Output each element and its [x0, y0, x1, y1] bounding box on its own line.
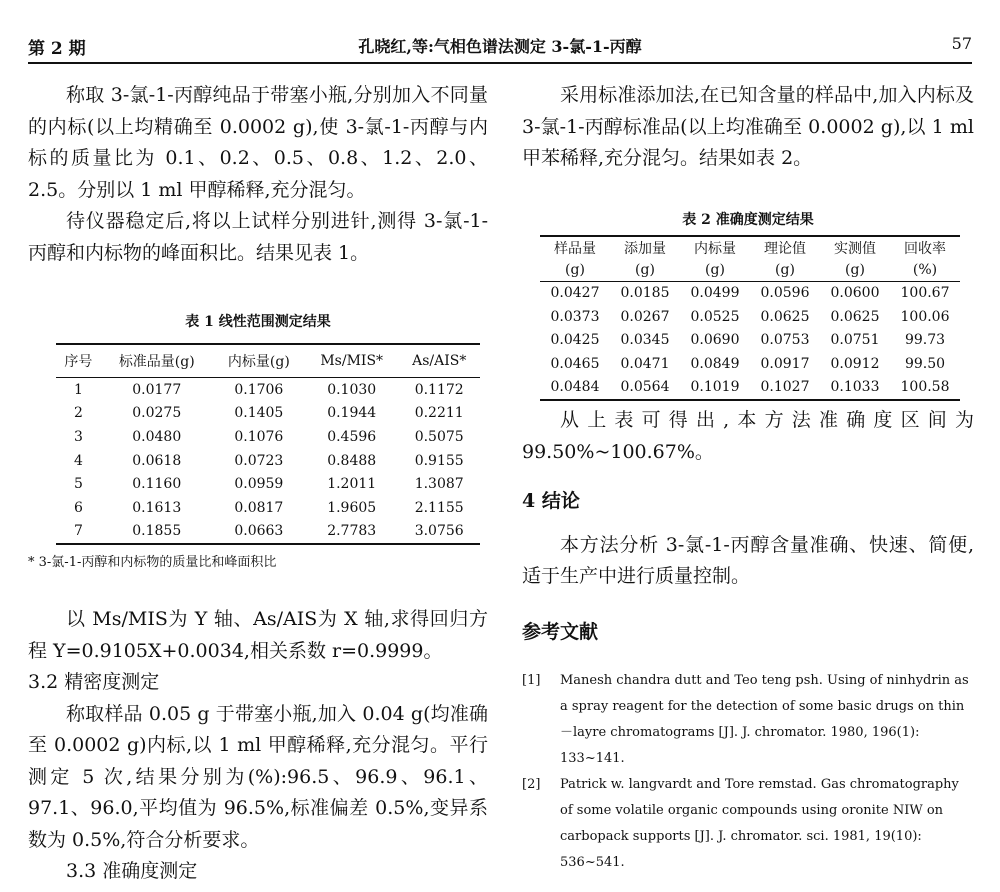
table-cell: 0.0600 — [830, 285, 880, 302]
table-cell: 0.0723 — [234, 452, 284, 469]
table-cell: 0.9155 — [414, 452, 464, 469]
paragraph: 从上表可得出,本方法准确度区间为 99.50%~100.67%。 — [522, 409, 974, 463]
table-cell: 0.0275 — [132, 405, 182, 422]
table-row — [56, 402, 480, 426]
column-header: Ms/MIS* — [305, 344, 398, 378]
table-row — [540, 352, 960, 376]
table-row — [540, 305, 960, 329]
left-column — [28, 80, 488, 888]
table-cell: 100.58 — [900, 379, 950, 396]
column-unit: (g) — [820, 259, 890, 282]
paragraph: 本方法分析 3-氯-1-丙醇含量准确、快速、简便,适于生产中进行质量控制。 — [522, 533, 974, 587]
table-cell: 0.1160 — [132, 476, 182, 493]
column-header: 实测值 — [834, 240, 876, 257]
column-unit: (g) — [750, 259, 820, 282]
table-cell: 0.0849 — [690, 355, 740, 372]
table-cell: 4 — [73, 452, 83, 469]
table-cell: 0.0912 — [830, 355, 880, 372]
table-cell: 99.73 — [904, 332, 946, 349]
table-cell: 0.0959 — [234, 476, 284, 493]
table-cell: 100.06 — [900, 308, 950, 325]
column-header: 内标量(g) — [213, 344, 305, 378]
table-cell: 0.0751 — [830, 332, 880, 349]
table-cell: 0.5075 — [414, 428, 464, 445]
table-cell: 0.1706 — [234, 381, 284, 398]
table-cell: 0.0471 — [620, 355, 670, 372]
table-cell: 1 — [73, 381, 83, 398]
table-cell: 0.4596 — [327, 428, 377, 445]
table-cell: 1.3087 — [414, 476, 464, 493]
table-cell: 6 — [73, 499, 83, 516]
table-cell: 0.0753 — [760, 332, 810, 349]
column-header: 添加量 — [624, 240, 666, 257]
references-heading: 参考文献 — [522, 620, 599, 643]
table-cell: 0.0484 — [550, 379, 600, 396]
section-heading: 3.3 准确度测定 — [66, 860, 198, 883]
column-header: 内标量 — [694, 240, 736, 257]
table-cell: 0.0267 — [620, 308, 670, 325]
table-header-row — [540, 236, 960, 259]
table-cell: 5 — [73, 476, 83, 493]
table-row — [56, 520, 480, 545]
table-cell: 0.0427 — [550, 285, 600, 302]
table-row — [56, 425, 480, 449]
running-header — [28, 30, 972, 64]
reference-item — [522, 668, 974, 772]
paragraph: 称取 3-氯-1-丙醇纯品于带塞小瓶,分别加入不同量的内标(以上均精确至 0.0002 g),使 3-氯-1-丙醇与内标的质量比为 0.1、0.2、0.5、0.8、1.2、2.0、2.5。分别以 1 ml 甲醇稀释,充分混匀。 — [28, 84, 488, 201]
column-unit: (%) — [890, 259, 960, 282]
table-cell: 0.1027 — [760, 379, 810, 396]
column-header: 标准品量(g) — [101, 344, 213, 378]
table-cell: 7 — [73, 523, 83, 540]
column-unit: (g) — [610, 259, 680, 282]
table2-caption: 表 2 准确度测定结果 — [682, 211, 814, 228]
table-cell: 0.0663 — [234, 523, 284, 540]
table1-footnote: * 3-氯-1-丙醇和内标物的质量比和峰面积比 — [28, 555, 277, 571]
table-cell: 0.1855 — [132, 523, 182, 540]
reference-text: Manesh chandra dutt and Teo teng psh. Using of ninhydrin as a spray reagent for the detection of some basic drugs on thin－layre chromatograms [J]. J. chromator. 1980, 196(1): 133~141. — [560, 673, 969, 766]
paragraph: 采用标准添加法,在已知含量的样品中,加入内标及 3-氯-1-丙醇标准品(以上均准确至 0.0002 g),以 1 ml 甲苯稀释,充分混匀。结果如表 2。 — [522, 84, 974, 169]
table-row — [56, 378, 480, 402]
table-cell: 0.0185 — [620, 285, 670, 302]
page-number: 57 — [951, 34, 972, 53]
table-cell: 0.0817 — [234, 499, 284, 516]
table-row — [540, 376, 960, 401]
table-cell: 0.1076 — [234, 428, 284, 445]
table-cell: 0.0499 — [690, 285, 740, 302]
table-row — [56, 496, 480, 520]
table-unit-row — [540, 259, 960, 282]
table1 — [56, 343, 480, 545]
table-cell: 0.1033 — [830, 379, 880, 396]
table-cell: 0.0525 — [690, 308, 740, 325]
table-cell: 0.1613 — [132, 499, 182, 516]
table-cell: 2 — [73, 405, 83, 422]
reference-number: [2] — [522, 777, 541, 792]
table-cell: 0.0596 — [760, 285, 810, 302]
table-cell: 0.0465 — [550, 355, 600, 372]
table-cell: 3 — [73, 428, 83, 445]
table-header-row — [56, 344, 480, 378]
table-cell: 0.0177 — [132, 381, 182, 398]
issue-label: 第 2 期 — [28, 39, 86, 59]
table-cell: 0.0625 — [830, 308, 880, 325]
table-cell: 3.0756 — [414, 523, 464, 540]
table-cell: 99.50 — [904, 355, 946, 372]
column-header: 理论值 — [764, 240, 806, 257]
table-cell: 1.9605 — [327, 499, 377, 516]
table-cell: 0.1944 — [327, 405, 377, 422]
table-cell: 0.2211 — [414, 405, 464, 422]
table-cell: 0.0425 — [550, 332, 600, 349]
table-cell: 0.1030 — [327, 381, 377, 398]
column-header: 序号 — [56, 344, 101, 378]
section-heading: 4 结论 — [522, 490, 580, 512]
table-cell: 1.2011 — [327, 476, 377, 493]
reference-text: Patrick w. langvardt and Tore remstad. Gas chromatography of some volatile organic compounds using oronite NIW on carbopack supports [J]. J. chromator. sci. 1981, 19(10): 536~541. — [560, 777, 959, 870]
table-cell: 0.0917 — [760, 355, 810, 372]
running-title: 孔晓红,等:气相色谱法测定 3-氯-1-丙醇 — [358, 37, 642, 56]
table-cell: 0.1019 — [690, 379, 740, 396]
section-heading: 3.2 精密度测定 — [28, 671, 160, 694]
table-cell: 0.0625 — [760, 308, 810, 325]
table-cell: 0.0480 — [132, 428, 182, 445]
table-row — [540, 329, 960, 353]
reference-number: [1] — [522, 673, 541, 688]
table-cell: 0.0564 — [620, 379, 670, 396]
column-unit: (g) — [680, 259, 750, 282]
table-cell: 2.7783 — [327, 523, 377, 540]
column-unit: (g) — [540, 259, 610, 282]
table-cell: 0.1172 — [414, 381, 464, 398]
column-header: 回收率 — [904, 240, 946, 257]
table-cell: 0.0690 — [690, 332, 740, 349]
table1-caption: 表 1 线性范围测定结果 — [185, 314, 331, 330]
table-cell: 0.0345 — [620, 332, 670, 349]
table-cell: 0.0373 — [550, 308, 600, 325]
table-cell: 100.67 — [900, 285, 950, 302]
right-column — [522, 80, 974, 876]
column-header: 样品量 — [554, 240, 596, 257]
table-cell: 0.8488 — [327, 452, 377, 469]
reference-item — [522, 772, 974, 876]
table-cell: 2.1155 — [414, 499, 464, 516]
table-row — [56, 472, 480, 496]
paragraph: 待仪器稳定后,将以上试样分别进针,测得 3-氯-1-丙醇和内标物的峰面积比。结果见表 1。 — [28, 210, 488, 264]
table2 — [540, 235, 960, 402]
table-cell: 0.0618 — [132, 452, 182, 469]
paragraph: 称取样品 0.05 g 于带塞小瓶,加入 0.04 g(均准确至 0.0002 g)内标,以 1 ml 甲醇稀释,充分混匀。平行测定 5 次,结果分别为(%):96.5、96.9、96.1、97.1、96.0,平均值为 96.5%,标准偏差 0.5%,变异系数为 0.5%,符合分析要求。 — [28, 702, 488, 851]
table-row — [540, 281, 960, 305]
paragraph: 以 Ms/MIS为 Y 轴、As/AIS为 X 轴,求得回归方程 Y=0.9105X+0.0034,相关系数 r=0.9999。 — [28, 608, 488, 662]
table-cell: 0.1405 — [234, 405, 284, 422]
table-row — [56, 449, 480, 473]
column-header: As/AIS* — [398, 344, 480, 378]
